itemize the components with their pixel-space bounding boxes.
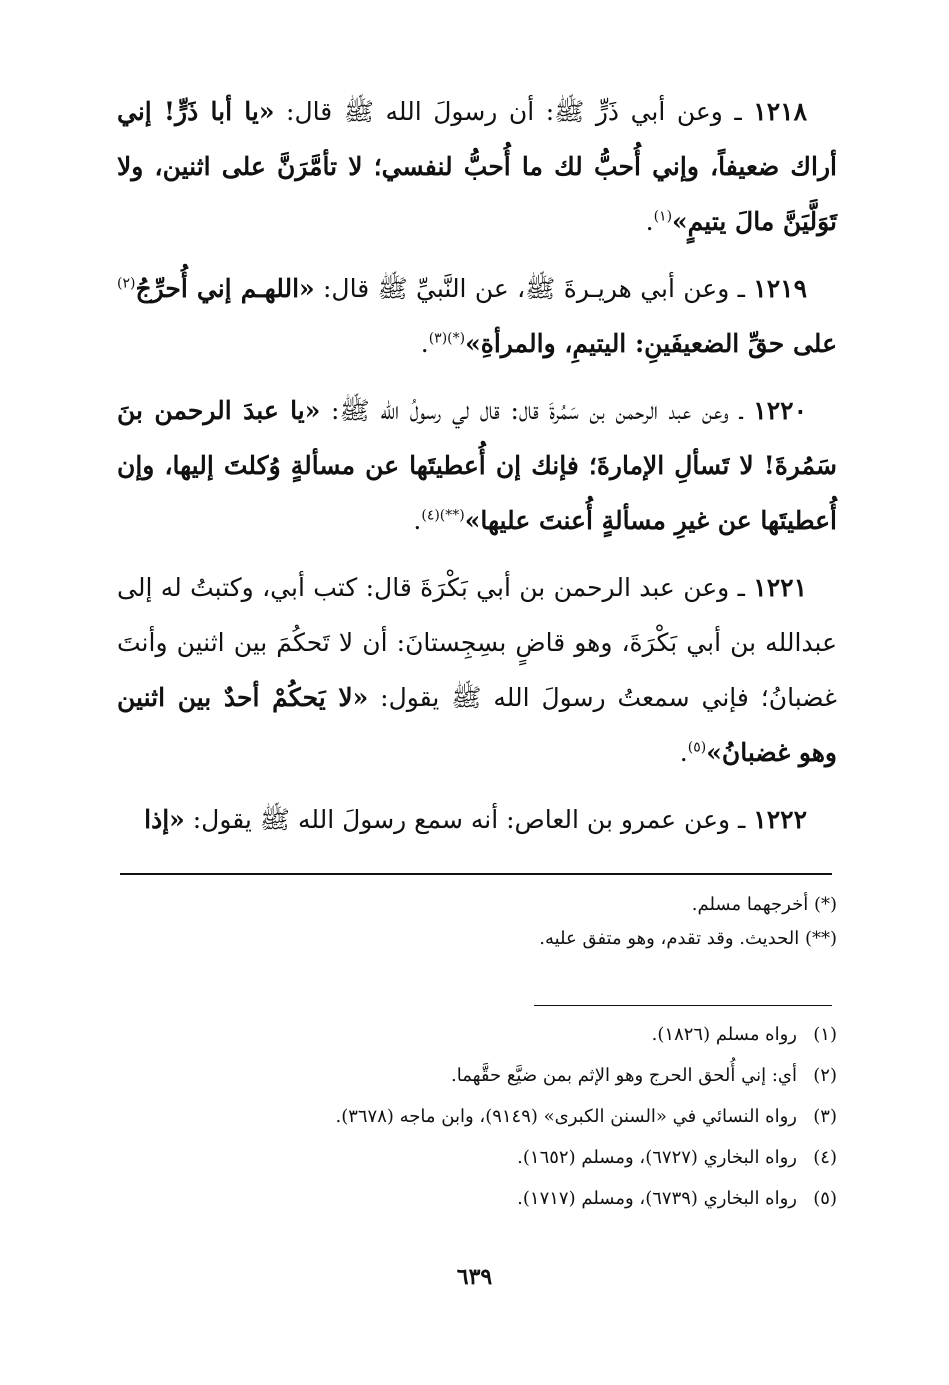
hadith-1222: [117, 792, 837, 847]
hadith-1218: [117, 84, 837, 249]
sentence-end: .: [679, 738, 688, 767]
hadith-intro: ـ وعن عمرو بن العاص: أنه سمع رسولَ الله ﷺ يقول:: [184, 805, 754, 834]
hadith-intro: ـ وعن عبد الرحمن بن سَمُرةَ قال: قال لي رسولُ الله ﷺ:: [320, 396, 754, 425]
editor-note: (*) أخرجهما مسلم.: [691, 894, 837, 915]
hadith-number: ١٢١٩: [753, 274, 807, 303]
footnote-ref: (*)(٣): [428, 330, 466, 347]
footnote-number: (٣): [813, 1106, 837, 1127]
footnote-item: [117, 1098, 837, 1136]
footnote-number: (١): [813, 1024, 837, 1045]
hadith-quote-continued: على حقِّ الضعيفَينِ: اليتيمِ، والمرأةِ»: [465, 329, 837, 358]
hadith-quote: «لا يَحكُمْ أحدٌ بين اثنين وهو غضبانُ»: [117, 683, 837, 767]
footnote-text: أي: إني أُلحق الحرج وهو الإثم بمن ضيَّع حقَّهما.: [450, 1065, 797, 1086]
footnote-text: رواه النسائي في «السنن الكبرى» (٩١٤٩)، وابن ماجه (٣٦٧٨).: [335, 1106, 797, 1127]
hadith-intro: ـ وعن أبي هريـرةَ ﷺ، عن النَّبيِّ ﷺ قال:: [314, 274, 754, 303]
hadith-intro: ـ وعن عبد الرحمن بن أبي بَكْرَةَ قال: كتب أبي، وكتبتُ له إلى عبدالله بن أبي بَكْرَةَ، وهو قاضٍ بسِجِستانَ: أن لا تَحكُمَ بين اثنين وأنتَ غضبانُ؛ فإني سمعتُ رسولَ الله ﷺ يقول:: [117, 573, 837, 712]
hadith-quote: «اللهـم إني أُحرِّجُ: [135, 274, 315, 303]
footnote-number: (٢): [813, 1065, 837, 1086]
hadith-number: ١٢٢٠: [753, 396, 807, 425]
hadith-intro: ـ وعن أبي ذَرٍّ ﷺ: أن رسولَ الله ﷺ قال:: [274, 97, 754, 126]
footnote-item: [117, 1057, 837, 1095]
hadith-1220: [117, 383, 837, 548]
page-number: ٦٣٩: [456, 1264, 493, 1290]
hadith-quote: «إذا: [144, 805, 185, 834]
footnotes: [117, 1016, 837, 1221]
editor-note: (**) الحديث. وقد تقدم، وهو متفق عليه.: [539, 928, 837, 949]
footnote-ref: (٥): [687, 739, 707, 756]
footnote-ref: (١): [653, 208, 673, 225]
footnote-ref: (**)(٤): [421, 507, 465, 524]
footnote-text: رواه مسلم (١٨٢٦).: [651, 1024, 797, 1045]
editor-notes: [117, 888, 837, 956]
hadith-quote: «يا عبدَ الرحمن بنَ سَمُرةَ! لا تَسألِ الإمارةَ؛ فإنك إن أُعطيتَها عن مسألةٍ وُكلتَ إليها، وإن أُعطيتَها عن غيرِ مسألةٍ أُعنتَ عليها»: [117, 396, 837, 535]
sentence-end: .: [645, 207, 654, 236]
main-text: [117, 84, 837, 859]
hadith-number: ١٢١٨: [753, 97, 807, 126]
footnote-item: [117, 1016, 837, 1054]
sentence-end: .: [420, 329, 429, 358]
footnote-text: رواه البخاري (٦٧٢٧)، ومسلم (١٦٥٢).: [517, 1147, 797, 1168]
footnote-separator: [120, 873, 832, 875]
sentence-end: .: [413, 506, 422, 535]
hadith-1219: [117, 261, 837, 371]
footnote-item: [117, 1139, 837, 1177]
footnote-number: (٥): [813, 1188, 837, 1209]
footnote-number: (٤): [813, 1147, 837, 1168]
footnote-ref: (٢): [117, 275, 136, 292]
hadith-number: ١٢٢٢: [753, 805, 807, 834]
hadith-1221: [117, 560, 837, 780]
hadith-quote: «يا أبا ذَرٍّ! إني أراك ضعيفاً، وإني أُحبُّ لك ما أُحبُّ لنفسي؛ لا تأمَّرَنَّ على اثنين، ولا تَوَلَّيَنَّ مالَ يتيمٍ»: [117, 97, 837, 236]
footnote-text: رواه البخاري (٦٧٣٩)، ومسلم (١٧١٧).: [517, 1188, 797, 1209]
footnote-short-separator: [534, 1005, 832, 1006]
hadith-number: ١٢٢١: [753, 573, 807, 602]
footnote-item: [117, 1180, 837, 1218]
